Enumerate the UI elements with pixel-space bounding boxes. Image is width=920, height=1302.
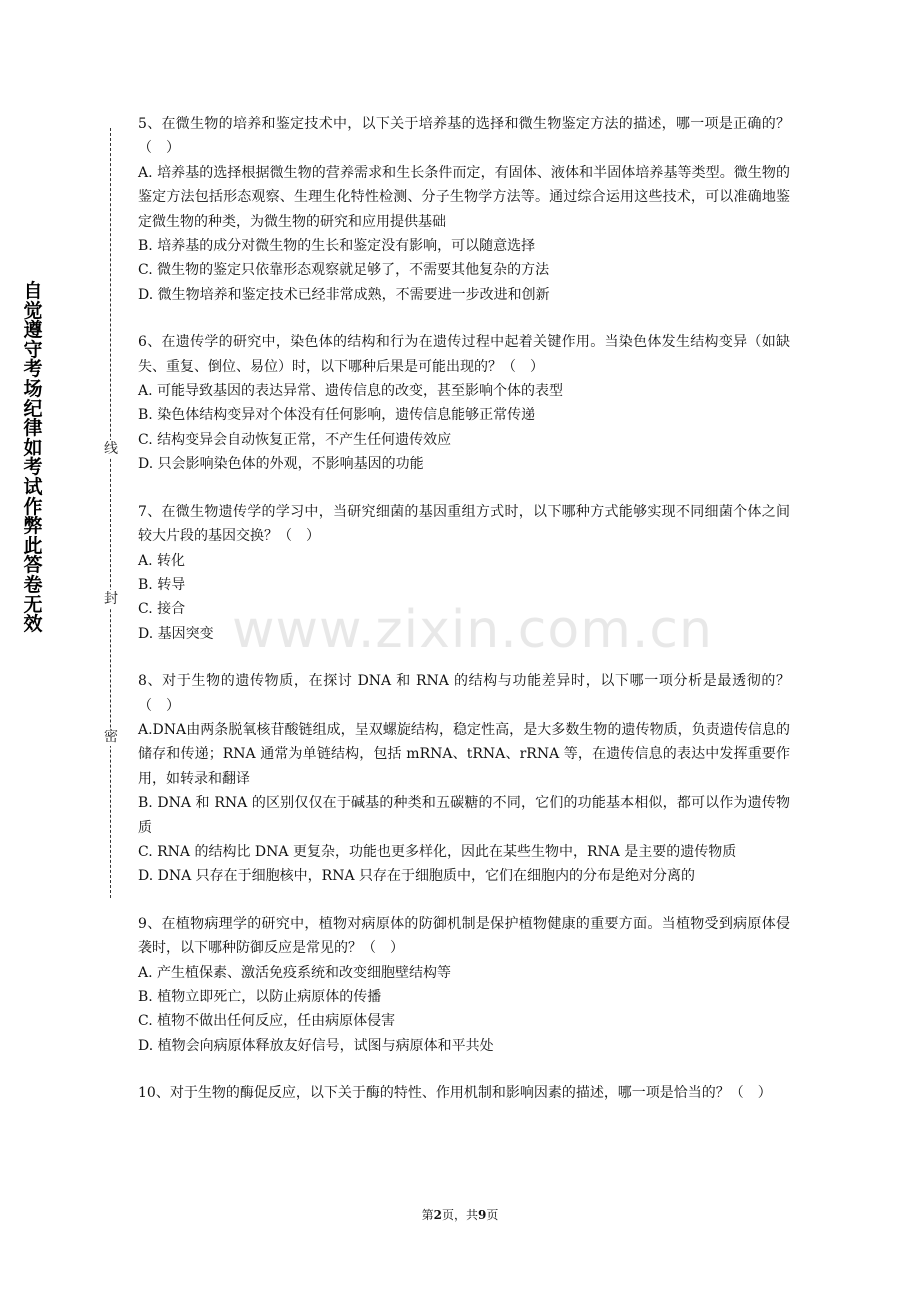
question-stem: 7、在微生物遗传学的学习中，当研究细菌的基因重组方式时，以下哪种方式能够实现不同细菌个体之间较大片段的基因交换？（ ） xyxy=(138,503,790,545)
option-b: B. 培养基的成分对微生物的生长和鉴定没有影响，可以随意选择 xyxy=(138,238,536,255)
footer-prefix: 第 xyxy=(421,1208,434,1222)
binding-label-mi: 密 xyxy=(104,729,118,745)
option-d: D. 植物会向病原体释放友好信号，试图与病原体和平共处 xyxy=(138,1037,494,1054)
option-c: C. 植物不做出任何反应，任由病原体侵害 xyxy=(138,1013,396,1030)
option-a: A. 可能导致基因的表达异常、遗传信息的改变，甚至影响个体的表型 xyxy=(138,383,564,400)
question-10 xyxy=(138,1081,790,1105)
option-a: A. 产生植保素、激活免疫系统和改变细胞壁结构等 xyxy=(138,964,452,981)
binding-label-xian: 线 xyxy=(104,441,118,457)
watermark: www.zixin.com.cn xyxy=(232,600,713,660)
question-list xyxy=(138,112,790,1129)
page-footer xyxy=(0,1206,920,1223)
option-d: D. DNA 只存在于细胞核中，RNA 只存在于细胞质中，它们在细胞内的分布是绝对分离的 xyxy=(138,868,696,885)
exam-discipline-notice: 自觉遵守考场纪律如考试作弊此答卷无效 xyxy=(23,280,43,636)
option-d: D. 只会影响染色体的外观，不影响基因的功能 xyxy=(138,456,424,473)
footer-suffix: 页 xyxy=(486,1208,499,1222)
question-9 xyxy=(138,912,790,1058)
option-b: B. 染色体结构变异对个体没有任何影响，遗传信息能够正常传递 xyxy=(138,407,536,424)
question-stem: 5、在微生物的培养和鉴定技术中，以下关于培养基的选择和微生物鉴定方法的描述，哪一项是正确的？（ ） xyxy=(138,116,790,157)
option-d: D. 微生物培养和鉴定技术已经非常成熟，不需要进一步改进和创新 xyxy=(138,286,550,303)
footer-middle: 页，共 xyxy=(441,1208,478,1222)
option-a: A. 培养基的选择根据微生物的营养需求和生长条件而定，有固体、液体和半固体培养基等类型。微生物的鉴定方法包括形态观察、生理生化特性检测、分子生物学方法等。通过综合运用这些技术，可以准确地鉴定微生物的种类，为微生物的研究和应用提供基础 xyxy=(138,164,790,230)
option-c: C. 微生物的鉴定只依靠形态观察就足够了，不需要其他复杂的方法 xyxy=(138,262,550,279)
option-c: C. RNA 的结构比 DNA 更复杂，功能也更多样化，因此在某些生物中，RNA 是主要的遗传物质 xyxy=(138,843,737,860)
binding-label-feng: 封 xyxy=(104,591,118,607)
option-a: A.DNA由两条脱氧核苷酸链组成，呈双螺旋结构，稳定性高，是大多数生物的遗传物质，负责遗传信息的储存和传递；RNA 通常为单链结构，包括 mRNA、tRNA、rRNA 等，在遗传信息的表达中发挥重要作用，如转录和翻译 xyxy=(138,721,790,787)
question-stem: 10、对于生物的酶促反应，以下关于酶的特性、作用机制和影响因素的描述，哪一项是恰当的？（ ） xyxy=(138,1085,772,1102)
current-page-number: 2 xyxy=(433,1208,442,1222)
binding-dashed-line xyxy=(110,128,111,898)
option-b: B. 植物立即死亡，以防止病原体的传播 xyxy=(138,989,382,1005)
question-stem: 6、在遗传学的研究中，染色体的结构和行为在遗传过程中起着关键作用。当染色体发生结构变异（如缺失、重复、倒位、易位）时，以下哪种后果是可能出现的？（ ） xyxy=(138,334,790,375)
option-a: A. 转化 xyxy=(138,552,186,569)
option-d: D. 基因突变 xyxy=(138,625,214,642)
question-8 xyxy=(138,669,790,889)
option-c: C. 结构变异会自动恢复正常，不产生任何遗传效应 xyxy=(138,431,452,448)
option-b: B. 转导 xyxy=(138,576,186,593)
total-page-number: 9 xyxy=(478,1208,487,1222)
question-5 xyxy=(138,112,790,307)
option-c: C. 接合 xyxy=(138,601,186,618)
question-6 xyxy=(138,330,790,476)
question-stem: 8、对于生物的遗传物质，在探讨 DNA 和 RNA 的结构与功能差异时，以下哪一项分析是最透彻的？（ ） xyxy=(138,673,790,714)
option-b: B. DNA 和 RNA 的区别仅仅在于碱基的种类和五碳糖的不同，它们的功能基本相似，都可以作为遗传物质 xyxy=(138,795,790,836)
question-stem: 9、在植物病理学的研究中，植物对病原体的防御机制是保护植物健康的重要方面。当植物受到病原体侵袭时，以下哪种防御反应是常见的？（ ） xyxy=(138,915,790,957)
question-7 xyxy=(138,500,790,646)
